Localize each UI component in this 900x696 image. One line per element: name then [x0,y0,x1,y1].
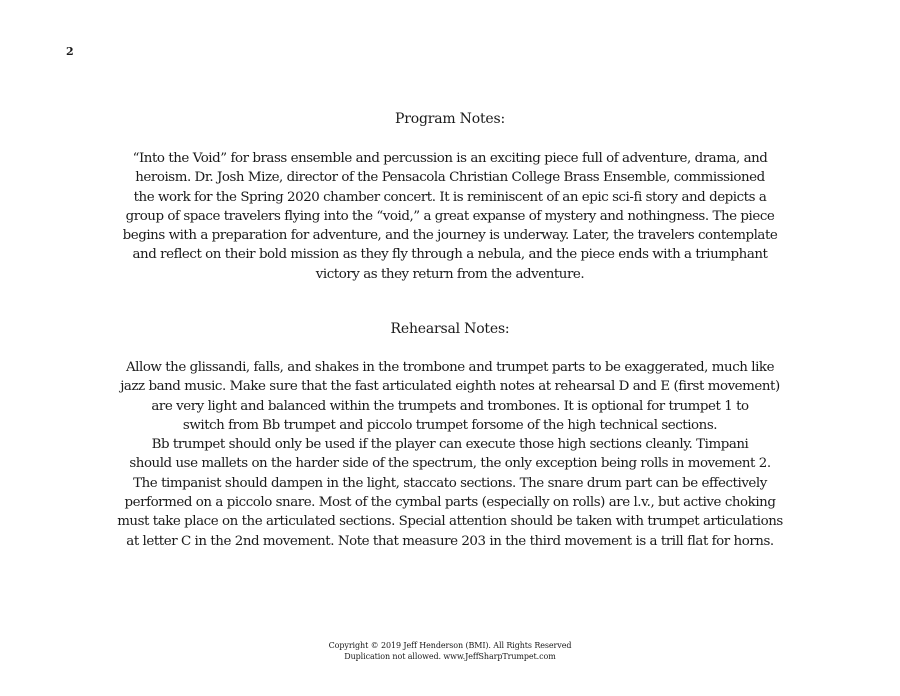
program-notes-line: heroism. Dr. Josh Mize, director of the Pensacola Christian College Brass Ensemble, commissioned [135,170,765,186]
program-notes-heading: Program Notes: [395,111,505,127]
rehearsal-notes-heading: Rehearsal Notes: [390,321,510,337]
rehearsal-notes-line: performed on a piccolo snare. Most of the cymbal parts (especially on rolls) are l.v., but active choking [124,495,776,511]
page-footer [0,640,900,662]
rehearsal-notes-line: are very light and balanced within the trumpets and trombones. It is optional for trumpet 1 to [151,398,749,414]
rehearsal-notes-line: at letter C in the 2nd movement. Note that measure 203 in the third movement is a trill flat for horns. [126,533,774,549]
program-notes-line: “Into the Void” for brass ensemble and percussion is an exciting piece full of adventure, drama, and [132,151,768,166]
program-notes-line: begins with a preparation for adventure, and the journey is underway. Later, the travelers contemplate [122,228,778,244]
rehearsal-notes-line: switch from Bb trumpet and piccolo trumpet forsome of the high technical sections. [182,417,718,433]
rehearsal-notes-line: jazz band music. Make sure that the fast articulated eighth notes at rehearsal D and E (first movement) [120,379,780,395]
copyright-notice: Copyright © 2019 Jeff Henderson (BMI). All Rights Reserved [328,641,572,650]
rehearsal-notes-line: should use mallets on the harder side of the spectrum, the only exception being rolls in movement 2. [129,456,771,472]
rehearsal-notes-line: Bb trumpet should only be used if the player can execute those high sections cleanly. Timpani [151,437,749,453]
rehearsal-notes-line: Allow the glissandi, falls, and shakes in the trombone and trumpet parts to be exaggerated, much like [125,360,775,375]
rehearsal-notes-paragraph [0,358,900,551]
program-notes-line: the work for the Spring 2020 chamber concert. It is reminiscent of an epic sci-fi story and depicts a [133,189,767,205]
program-notes-line: victory as they return from the adventure. [315,266,585,282]
program-notes-paragraph [0,149,900,284]
rehearsal-notes-line: The timpanist should dampen in the light, staccato sections. The snare drum part can be effectively [133,475,767,491]
rehearsal-notes-line: must take place on the articulated sections. Special attention should be taken with trumpet articulations [117,514,783,530]
program-notes-line: group of space travelers flying into the “void,” a great expanse of mystery and nothingness. The piece [125,208,775,224]
program-notes-line: and reflect on their bold mission as they fly through a nebula, and the piece ends with a triumphant [132,247,768,263]
duplication-notice: Duplication not allowed. www.JeffSharpTrumpet.com [344,652,556,661]
page-number: 2 [66,45,74,58]
